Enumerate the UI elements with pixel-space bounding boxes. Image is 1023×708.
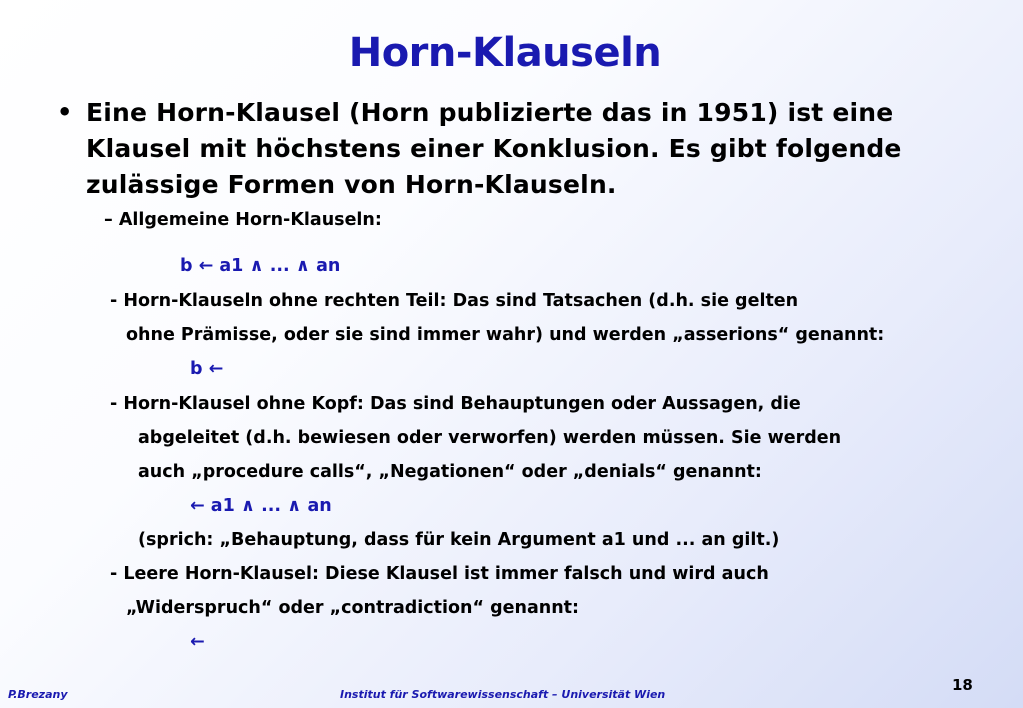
headless-line-1: - Horn-Klausel ohne Kopf: Das sind Behauptungen oder Aussagen, die (110, 394, 801, 414)
bullet-line-1: Eine Horn-Klausel (Horn publizierte das in 1951) ist eine (86, 98, 894, 127)
footer-institute: Institut für Softwarewissenschaft – Universität Wien (340, 688, 666, 701)
empty-line-1: - Leere Horn-Klausel: Diese Klausel ist immer falsch und wird auch (110, 564, 769, 584)
headless-line-3: auch „procedure calls“, „Negationen“ oder „denials“ genannt: (138, 462, 762, 482)
general-heading: – Allgemeine Horn-Klauseln: (104, 210, 382, 230)
general-formula: b ← a1 ∧ ... ∧ an (180, 256, 341, 276)
headless-formula: ← a1 ∧ ... ∧ an (190, 496, 332, 516)
facts-line-1: - Horn-Klauseln ohne rechten Teil: Das sind Tatsachen (d.h. sie gelten (110, 291, 799, 311)
headless-note: (sprich: „Behauptung, dass für kein Argument a1 und ... an gilt.) (138, 530, 780, 550)
facts-formula: b ← (190, 359, 224, 379)
facts-line-2: ohne Prämisse, oder sie sind immer wahr) und werden „asserions“ genannt: (126, 325, 885, 345)
slide-title: Horn-Klauseln (348, 30, 662, 76)
page-number: 18 (952, 676, 973, 694)
footer-author: P.Brezany (8, 688, 68, 701)
bullet-marker: • (57, 98, 73, 126)
empty-line-2: „Widerspruch“ oder „contradiction“ genannt: (126, 598, 580, 618)
bullet-line-2: Klausel mit höchstens einer Konklusion. Es gibt folgende (86, 134, 902, 163)
headless-line-2: abgeleitet (d.h. bewiesen oder verworfen) werden müssen. Sie werden (138, 428, 842, 448)
empty-formula: ← (190, 632, 205, 652)
bullet-line-3: zulässige Formen von Horn-Klauseln. (86, 170, 617, 199)
